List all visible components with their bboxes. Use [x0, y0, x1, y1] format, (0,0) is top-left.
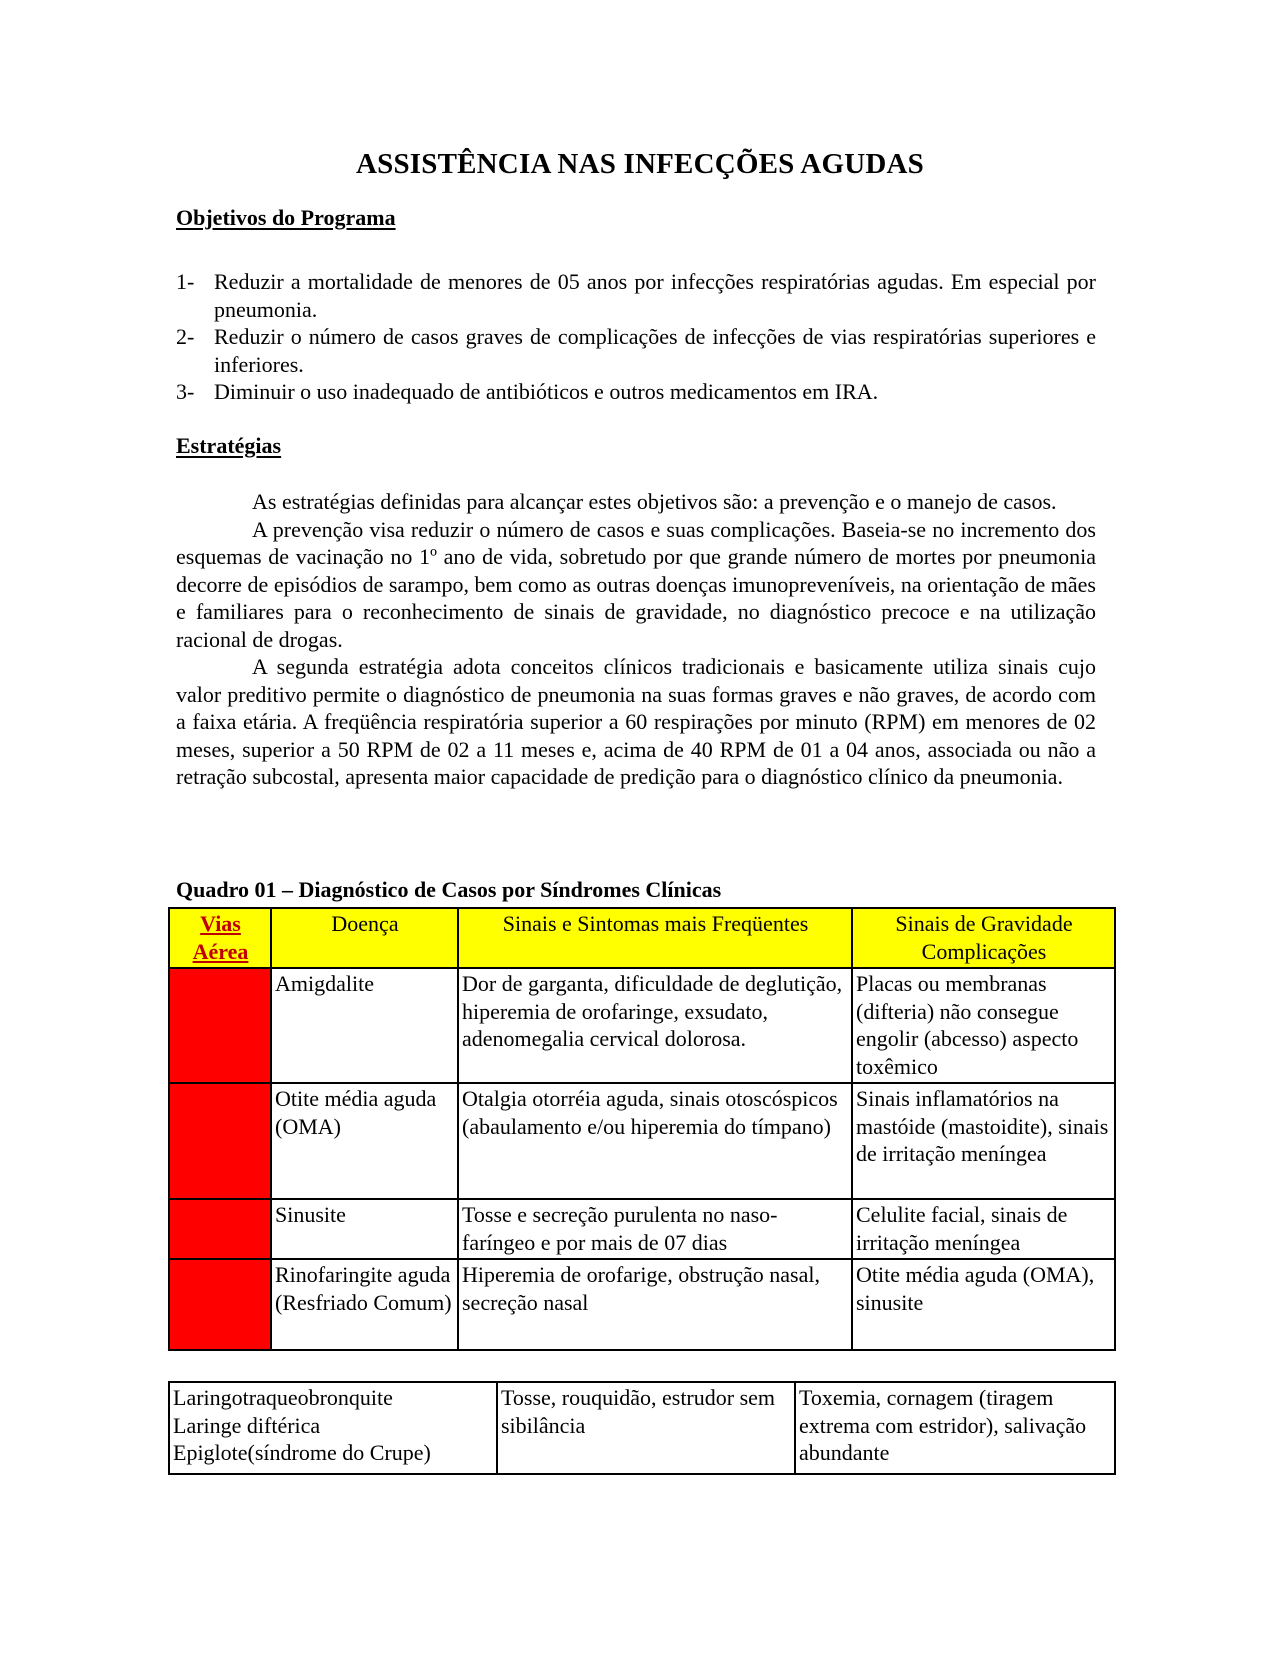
strategies-heading: Estratégias	[176, 433, 282, 458]
list-item-number: 3-	[176, 379, 195, 404]
objectives-heading: Objetivos do Programa	[176, 205, 396, 230]
table-header-row	[169, 908, 1115, 968]
list-item-number: 2-	[176, 324, 195, 349]
sinais-cell: Otalgia otorréia aguda, sinais otoscóspicos (abaulamento e/ou hiperemia do tímpano)	[458, 1083, 852, 1199]
sinais-cell: Dor de garganta, dificuldade de deglutição, hiperemia de orofaringe, exsudato, adenomegalia cervical dolorosa.	[458, 968, 852, 1083]
crupe-table	[168, 1381, 1116, 1475]
gravidade-cell: Celulite facial, sinais de irritação meníngea	[852, 1199, 1115, 1259]
doenca-cell: Otite média aguda (OMA)	[271, 1083, 458, 1199]
doenca-cell: Rinofaringite aguda (Resfriado Comum)	[271, 1259, 458, 1350]
vias-cell	[169, 1199, 271, 1259]
table-row	[169, 1259, 1115, 1350]
list-item	[176, 378, 1096, 406]
doenca-cell: Sinusite	[271, 1199, 458, 1259]
paragraph: As estratégias definidas para alcançar estes objetivos são: a prevenção e o manejo de casos.	[252, 489, 1057, 514]
doenca-line: Laringotraqueobronquite	[173, 1385, 393, 1410]
list-item-text: Reduzir a mortalidade de menores de 05 anos por infecções respiratórias agudas. Em especial por pneumonia.	[214, 269, 1096, 322]
sinais-cell: Hiperemia de orofarige, obstrução nasal, secreção nasal	[458, 1259, 852, 1350]
header-gravidade	[852, 908, 1115, 968]
list-item-number: 1-	[176, 269, 195, 294]
doenca-cell: Amigdalite	[271, 968, 458, 1083]
gravidade-cell: Sinais inflamatórios na mastóide (mastoidite), sinais de irritação meníngea	[852, 1083, 1115, 1199]
header-vias-line2: Aérea	[192, 938, 249, 964]
paragraph: A segunda estratégia adota conceitos clínicos tradicionais e basicamente utiliza sinais cujo valor preditivo permite o diagnóstico de pneumonia na suas formas graves e não graves, de acordo com a faixa etária. A freqüência respiratória superior a 60 respirações por minuto (RPM) em menores de 02 meses, superior a 50 RPM de 02 a 11 meses e, acima de 40 RPM de 01 a 04 anos, associada ou não a retração subcostal, apresenta maior capacidade de predição para o diagnóstico clínico da pneumonia.	[176, 654, 1096, 789]
diagnosis-table	[168, 907, 1116, 1351]
gravidade-cell: Toxemia, cornagem (tiragem extrema com estridor), salivação abundante	[795, 1382, 1115, 1474]
doenca-cell	[169, 1382, 497, 1474]
table-row	[169, 1199, 1115, 1259]
vias-cell	[169, 1259, 271, 1350]
doenca-line: Laringe diftérica	[173, 1412, 321, 1438]
page-title: ASSISTÊNCIA NAS INFECÇÕES AGUDAS	[355, 148, 925, 180]
header-gravidade-line1: Sinais de Gravidade	[895, 911, 1073, 936]
list-item-text: Diminuir o uso inadequado de antibióticos e outros medicamentos em IRA.	[214, 379, 879, 404]
header-gravidade-line2: Complicações	[921, 938, 1047, 964]
header-doenca: Doença	[271, 908, 458, 968]
header-vias-line1: Vias	[200, 911, 241, 936]
list-item-text: Reduzir o número de casos graves de complicações de infecções de vias respiratórias superiores e inferiores.	[214, 324, 1096, 377]
gravidade-cell: Placas ou membranas (difteria) não consegue engolir (abcesso) aspecto toxêmico	[852, 968, 1115, 1083]
list-item	[176, 323, 1096, 378]
header-vias-aerea	[169, 908, 271, 968]
vias-cell	[169, 968, 271, 1083]
strategies-body	[176, 488, 1096, 791]
objectives-list	[176, 268, 1096, 406]
gravidade-cell: Otite média aguda (OMA), sinusite	[852, 1259, 1115, 1350]
sinais-cell: Tosse e secreção purulenta no naso-faríngeo e por mais de 07 dias	[458, 1199, 852, 1259]
table-row	[169, 1382, 1115, 1474]
table-row	[169, 968, 1115, 1083]
table-caption: Quadro 01 – Diagnóstico de Casos por Síndromes Clínicas	[176, 877, 722, 902]
vias-cell	[169, 1083, 271, 1199]
table-row	[169, 1083, 1115, 1199]
paragraph: A prevenção visa reduzir o número de casos e suas complicações. Baseia-se no incremento dos esquemas de vacinação no 1º ano de vida, sobretudo por que grande número de mortes por pneumonia decorre de episódios de sarampo, bem como as outras doenças imunopreveníveis, na orientação de mães e familiares para o reconhecimento de sinais de gravidade, no diagnóstico precoce e na utilização racional de drogas.	[176, 516, 1096, 652]
doenca-line: Epiglote(síndrome do Crupe)	[173, 1440, 431, 1465]
sinais-cell: Tosse, rouquidão, estrudor sem sibilância	[497, 1382, 795, 1474]
list-item	[176, 268, 1096, 323]
header-sinais: Sinais e Sintomas mais Freqüentes	[458, 908, 852, 968]
